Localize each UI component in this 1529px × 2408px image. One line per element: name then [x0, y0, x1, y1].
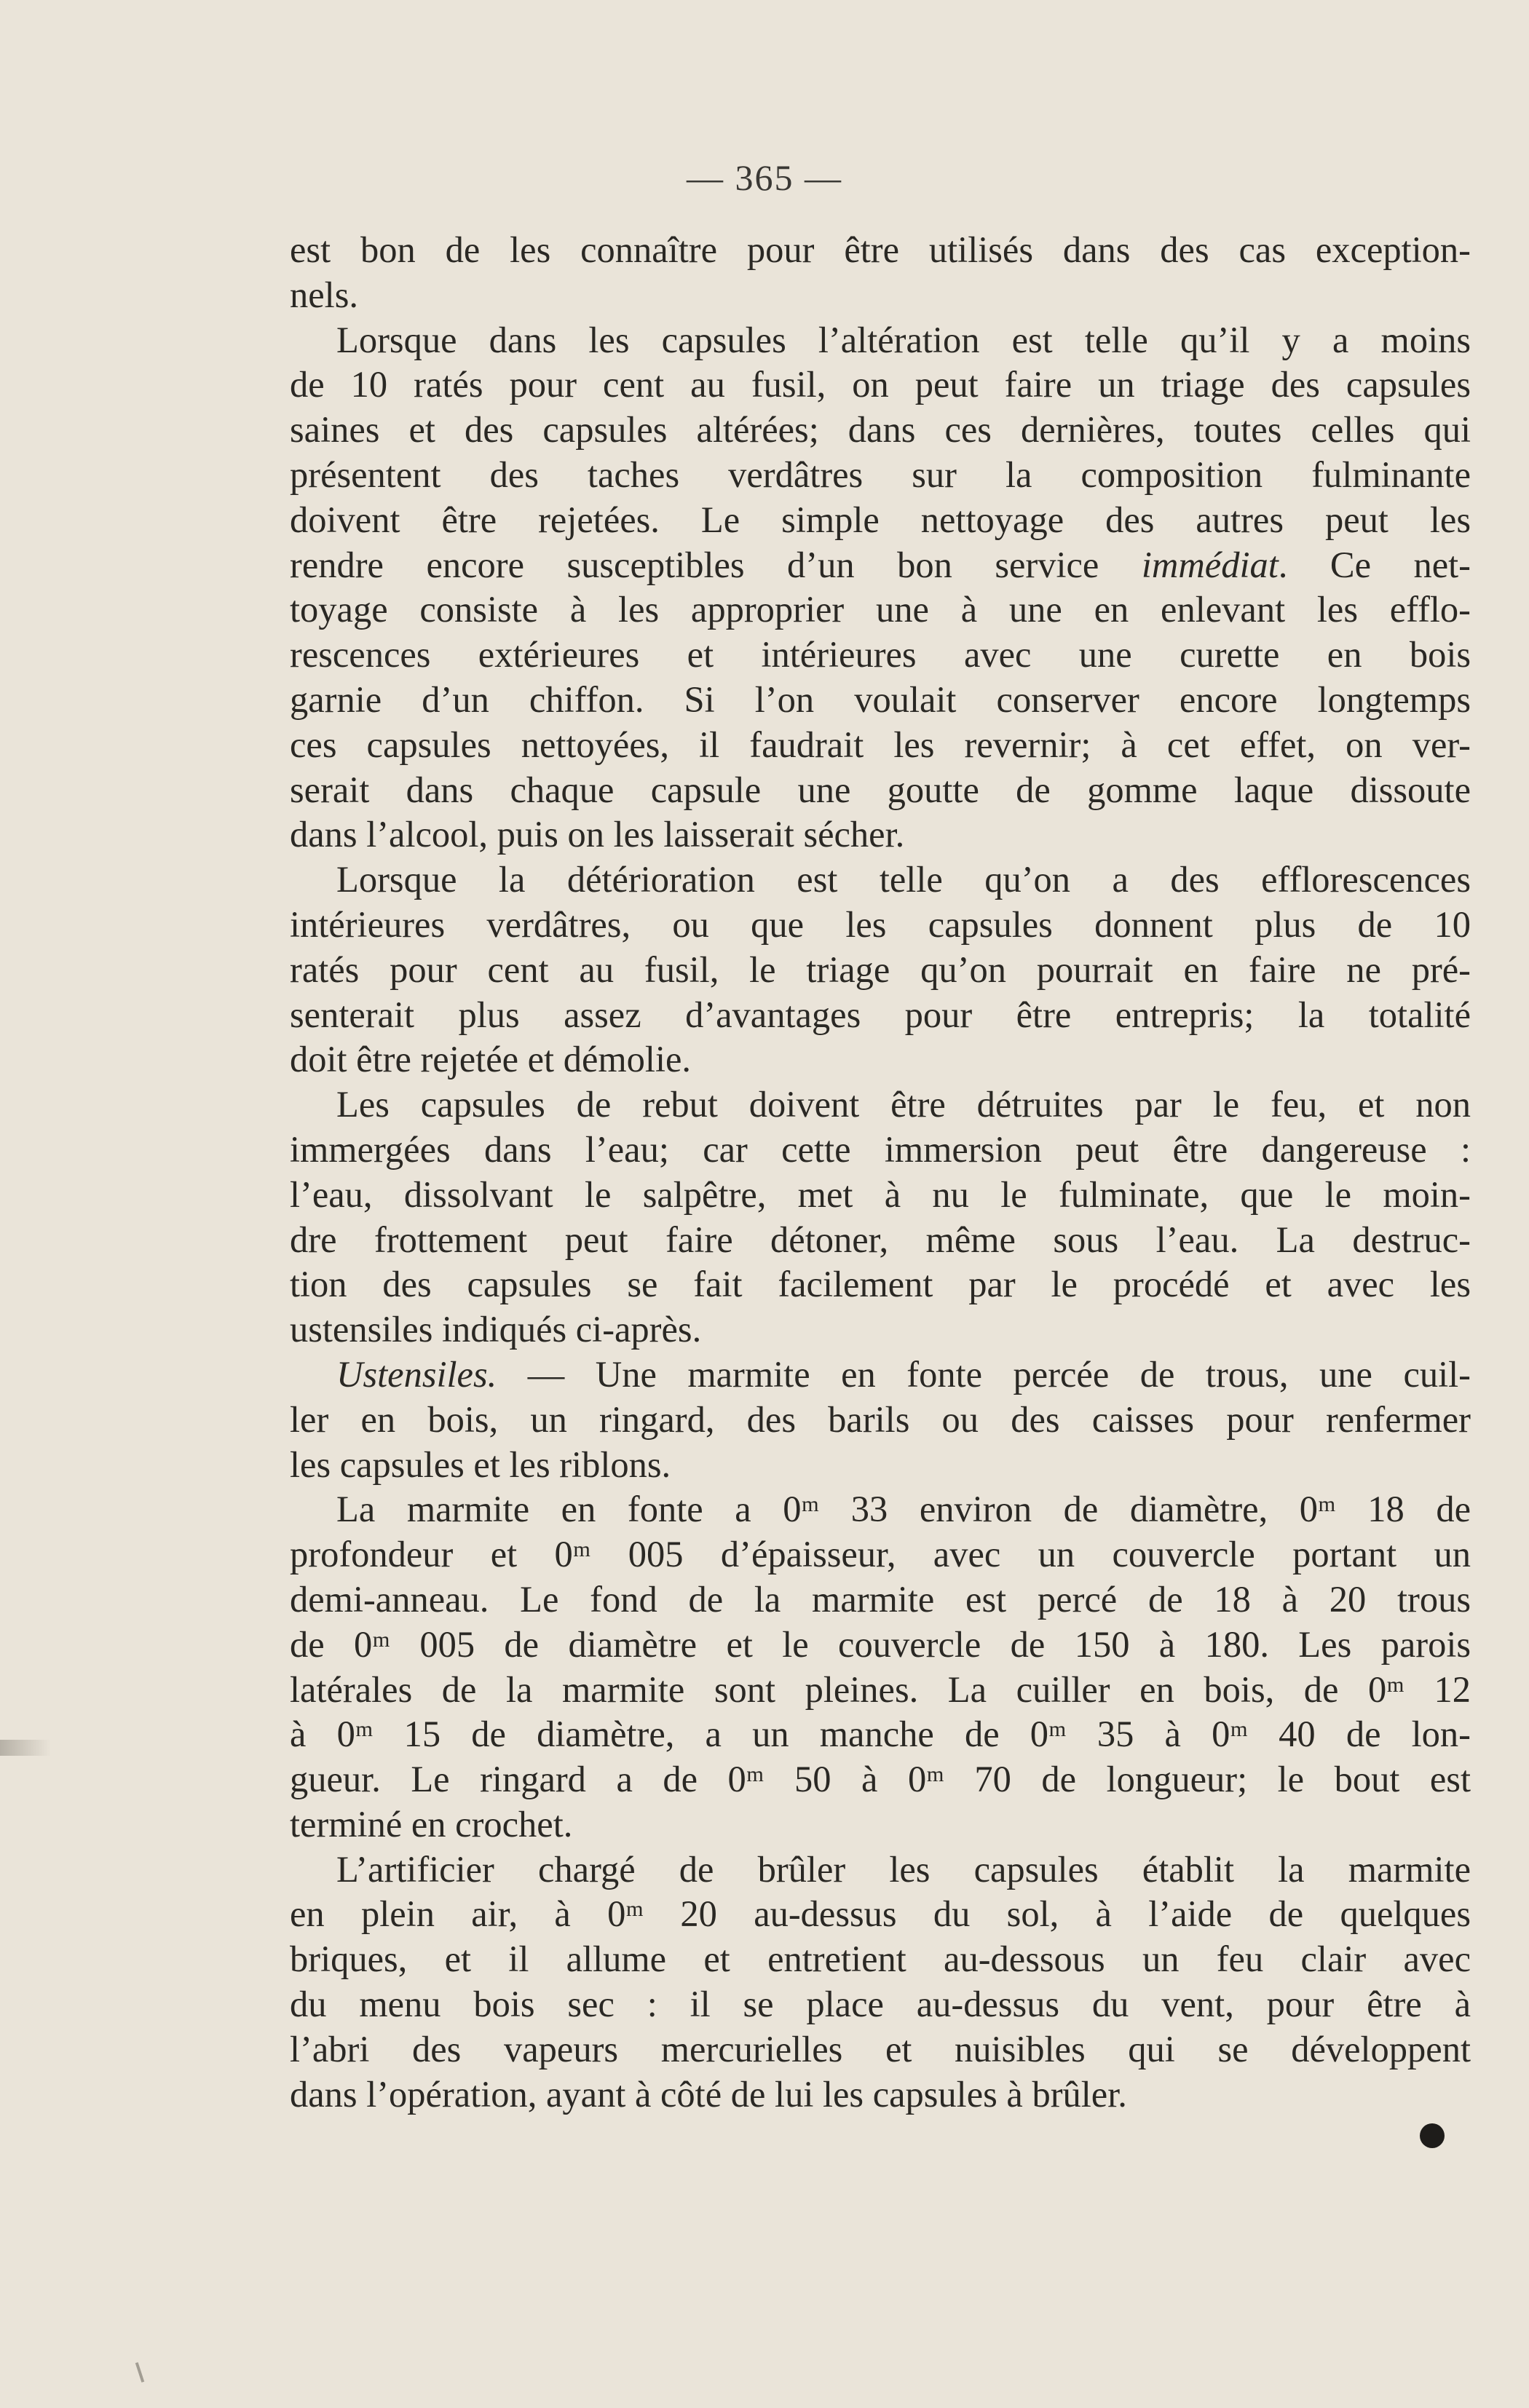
text-line: immergées dans l’eau; car cette immersion peut être dangereuse :: [290, 1128, 1471, 1170]
text-line: latérales de la marmite sont pleines. La cuiller en bois, de 0ᵐ 12: [290, 1668, 1471, 1710]
text-line: l’eau, dissolvant le salpêtre, met à nu le fulminate, que le moin-: [290, 1173, 1471, 1215]
text-line: saines et des capsules altérées; dans ces dernières, toutes celles qui: [290, 409, 1471, 451]
text-line: tion des capsules se fait facilement par le procédé et avec les: [290, 1264, 1471, 1305]
text-line: dre frottement peut faire détoner, même sous l’eau. La destruc-: [290, 1219, 1471, 1260]
text-line: de 10 ratés pour cent au fusil, on peut faire un triage des capsules: [290, 364, 1471, 405]
text-line: doit être rejetée et démolie.: [290, 1039, 692, 1080]
text-line: senterait plus assez d’avantages pour être entrepris; la totalité: [290, 994, 1471, 1035]
text-line: l’abri des vapeurs mercurielles et nuisibles qui se développent: [290, 2028, 1471, 2070]
text-line: Ustensiles. — Une marmite en fonte percée de trous, une cuil-: [336, 1353, 1471, 1395]
text-line: Les capsules de rebut doivent être détruites par le feu, et non: [336, 1084, 1471, 1125]
text-line: rendre encore susceptibles d’un bon service immédiat. Ce net-: [290, 544, 1471, 585]
text-line: les capsules et les riblons.: [290, 1443, 671, 1485]
text-line: dans l’opération, ayant à côté de lui les capsules à brûler.: [290, 2073, 1127, 2115]
text-line: gueur. Le ringard a de 0ᵐ 50 à 0ᵐ 70 de longueur; le bout est: [290, 1759, 1471, 1800]
text-line: intérieures verdâtres, ou que les capsules donnent plus de 10: [290, 903, 1471, 945]
text-line: nels.: [290, 274, 358, 315]
text-line: profondeur et 0ᵐ 005 d’épaisseur, avec un couvercle portant un: [290, 1534, 1471, 1575]
text-line: toyage consiste à les approprier une à une en enlevant les efflo-: [290, 589, 1471, 630]
text-line: ustensiles indiqués ci-après.: [290, 1309, 702, 1350]
text-line: L’artificier chargé de brûler les capsules établit la marmite: [336, 1848, 1471, 1890]
text-line: serait dans chaque capsule une goutte de gomme laque dissoute: [290, 769, 1471, 810]
text-line: terminé en crochet.: [290, 1803, 573, 1845]
text-line: présentent des taches verdâtres sur la composition fulminante: [290, 454, 1471, 495]
page-edge-shadow: [0, 1740, 51, 1756]
text-line: ratés pour cent au fusil, le triage qu’on pourrait en faire ne pré-: [290, 948, 1471, 990]
text-line: du menu bois sec : il se place au-dessus du vent, pour être à: [290, 1984, 1471, 2025]
text-line: est bon de les connaître pour être utilisés dans des cas exception-: [290, 229, 1471, 270]
text-line: Lorsque la détérioration est telle qu’on a des efflorescences: [336, 859, 1471, 900]
text-line: doivent être rejetées. Le simple nettoyage des autres peut les: [290, 499, 1471, 540]
text-line: ces capsules nettoyées, il faudrait les revernir; à cet effet, on ver-: [290, 724, 1471, 765]
text-line: à 0ᵐ 15 de diamètre, a un manche de 0ᵐ 35 à 0ᵐ 40 de lon-: [290, 1714, 1471, 1755]
text-line: ler en bois, un ringard, des barils ou des caisses pour renfermer: [290, 1398, 1471, 1440]
text-line: La marmite en fonte a 0ᵐ 33 environ de diamètre, 0ᵐ 18 de: [336, 1489, 1471, 1530]
text-line: garnie d’un chiffon. Si l’on voulait conserver encore longtemps: [290, 678, 1471, 720]
emphasis-text: immédiat: [1141, 544, 1279, 585]
text-line: de 0ᵐ 005 de diamètre et le couvercle de 150 à 180. Les parois: [290, 1623, 1471, 1665]
paper-mark: [135, 2362, 144, 2383]
text-line: briques, et il allume et entretient au-dessous un feu clair avec: [290, 1938, 1471, 1980]
text-line: demi-anneau. Le fond de la marmite est percé de 18 à 20 trous: [290, 1578, 1471, 1620]
page-number: — 365 —: [687, 157, 842, 198]
ink-blot: [1420, 2123, 1445, 2148]
text-line: en plein air, à 0ᵐ 20 au-dessus du sol, à l’aide de quelques: [290, 1893, 1471, 1935]
text-line: rescences extérieures et intérieures avec une curette en bois: [290, 634, 1471, 676]
text-line: dans l’alcool, puis on les laisserait sécher.: [290, 814, 905, 855]
body-text: [290, 228, 1471, 2117]
text-line: Lorsque dans les capsules l’altération est telle qu’il y a moins: [336, 319, 1471, 360]
emphasis-text: Ustensiles.: [336, 1353, 497, 1395]
